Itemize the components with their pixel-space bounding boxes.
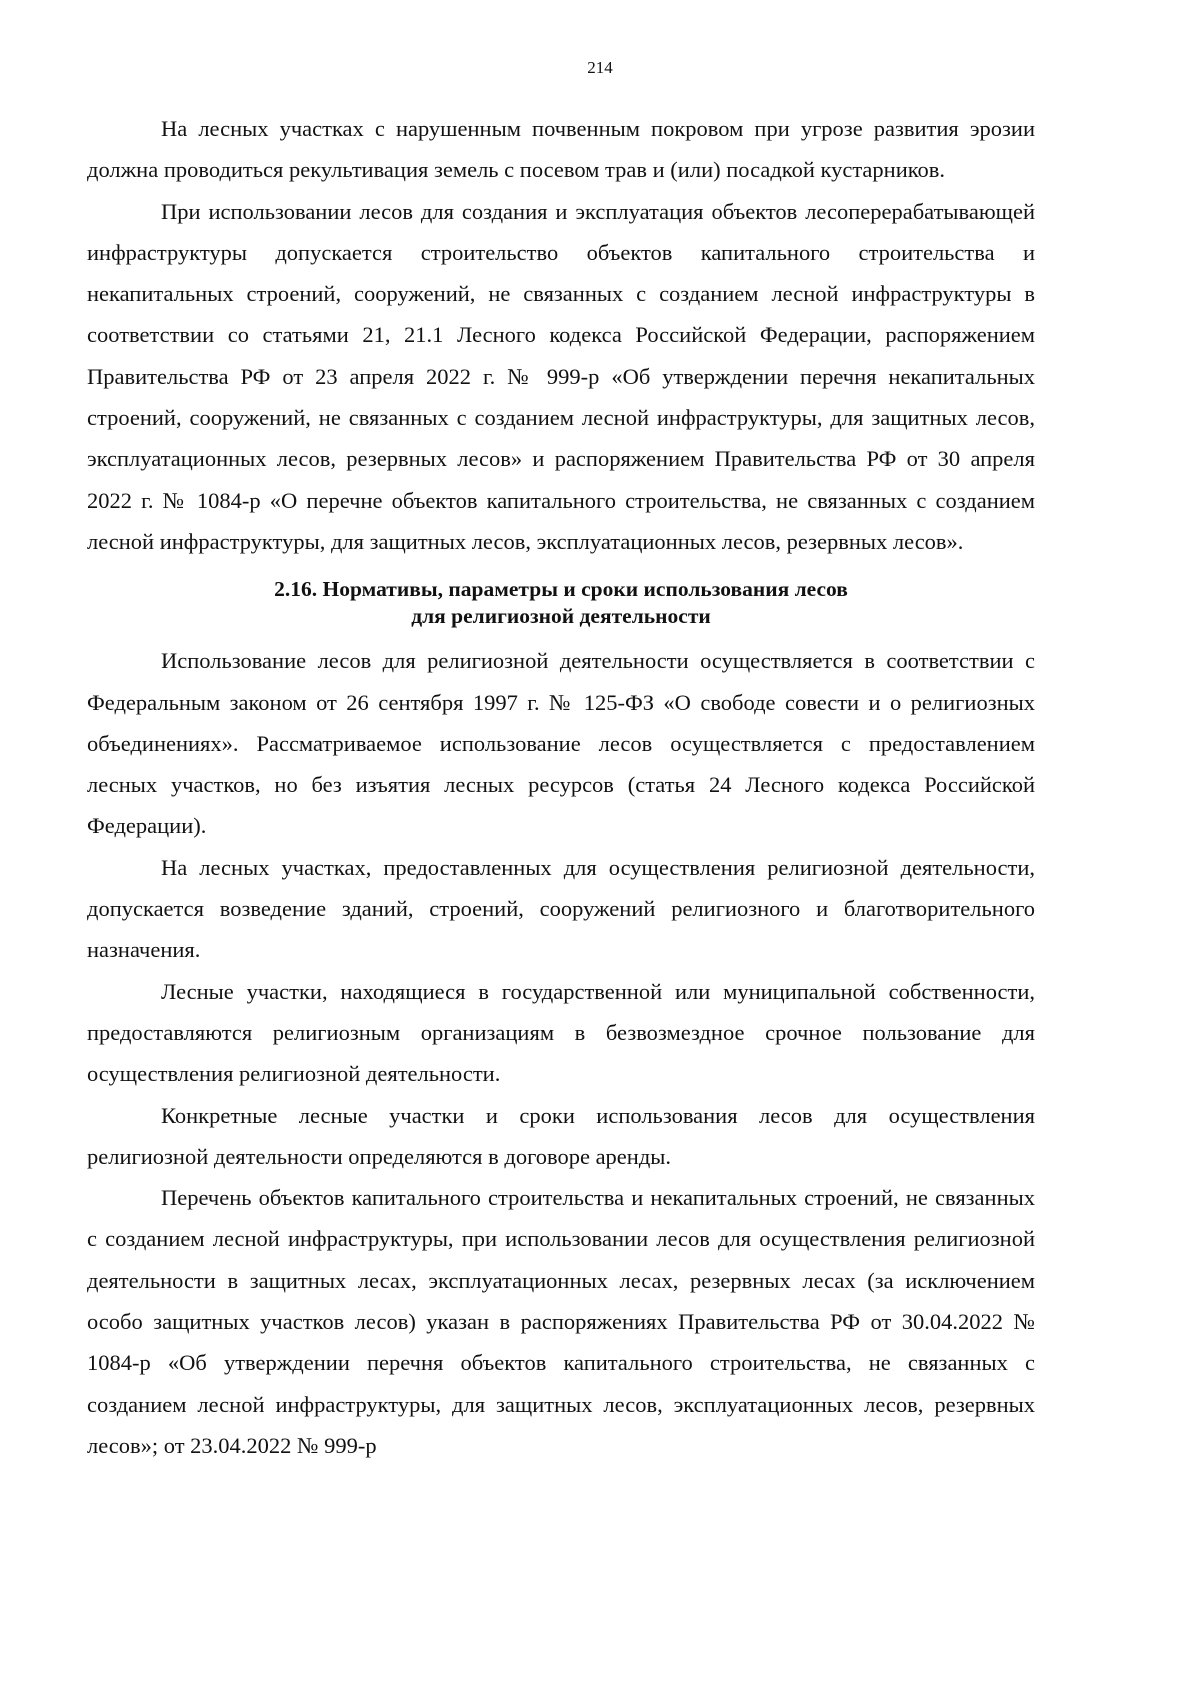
paragraph-objects-list: Перечень объектов капитального строительства и некапитальных строений, не связанных с созданием лесной инфраструктуры, при использовании лесов для осуществления религиозной деятельности в защитных лесах, эксплуатационных лесах, резервных лесах (за исключением особо защитных участков лесов) указан в распоряжениях Правительства РФ от 30.04.2022 № 1084-р «Об утверждении перечня объектов капитального строительства, не связанных с созданием лесной инфраструктуры, для защитных лесов, эксплуатационных лесов, резервных лесов»; от 23.04.2022 № 999-р — [87, 1185, 1035, 1458]
page-content — [87, 108, 1035, 1466]
paragraph-lease-contract: Конкретные лесные участки и сроки использования лесов для осуществления религиозной деятельности определяются в договоре аренды. — [87, 1102, 1035, 1169]
paragraph-wood-processing-infrastructure: При использовании лесов для создания и эксплуатация объектов лесоперерабатывающей инфраструктуры допускается строительство объектов капитального строительства и некапитальных строений, сооружений, не связанных с созданием лесной инфраструктуры в соответствии со статьями 21, 21.1 Лесного кодекса Российской Федерации, распоряжением Правительства РФ от 23 апреля 2022 г. № 999-р «Об утверждении перечня некапитальных строений, сооружений, не связанных с созданием лесной инфраструктуры, для защитных лесов, эксплуатационных лесов, резервных лесов» и распоряжением Правительства РФ от 30 апреля 2022 г. № 1084-р «О перечне объектов капитального строительства, не связанных с созданием лесной инфраструктуры, для защитных лесов, эксплуатационных лесов, резервных лесов». — [87, 198, 1035, 554]
paragraph-religious-use-law: Использование лесов для религиозной деятельности осуществляется в соответствии с Федеральным законом от 26 сентября 1997 г. № 125-ФЗ «О свободе совести и о религиозных объединениях». Рассматриваемое использование лесов осуществляется с предоставлением лесных участков, но без изъятия лесных ресурсов (статья 24 Лесного кодекса Российской Федерации). — [87, 648, 1035, 839]
paragraph-recultivation: На лесных участках с нарушенным почвенным покровом при угрозе развития эрозии должна проводиться рекультивация земель с посевом трав и (или) посадкой кустарников. — [87, 116, 1035, 183]
section-heading — [87, 576, 1035, 630]
paragraph-free-use: Лесные участки, находящиеся в государственной или муниципальной собственности, предоставляются религиозным организациям в безвозмездное срочное пользование для осуществления религиозной деятельности. — [87, 978, 1035, 1087]
section-heading-line-1: 2.16. Нормативы, параметры и сроки использования лесов — [274, 577, 848, 602]
page-number: 214 — [587, 58, 613, 77]
section-heading-line-2: для религиозной деятельности — [411, 604, 711, 629]
paragraph-allowed-construction: На лесных участках, предоставленных для осуществления религиозной деятельности, допускается возведение зданий, строений, сооружений религиозного и благотворительного назначения. — [87, 854, 1035, 963]
